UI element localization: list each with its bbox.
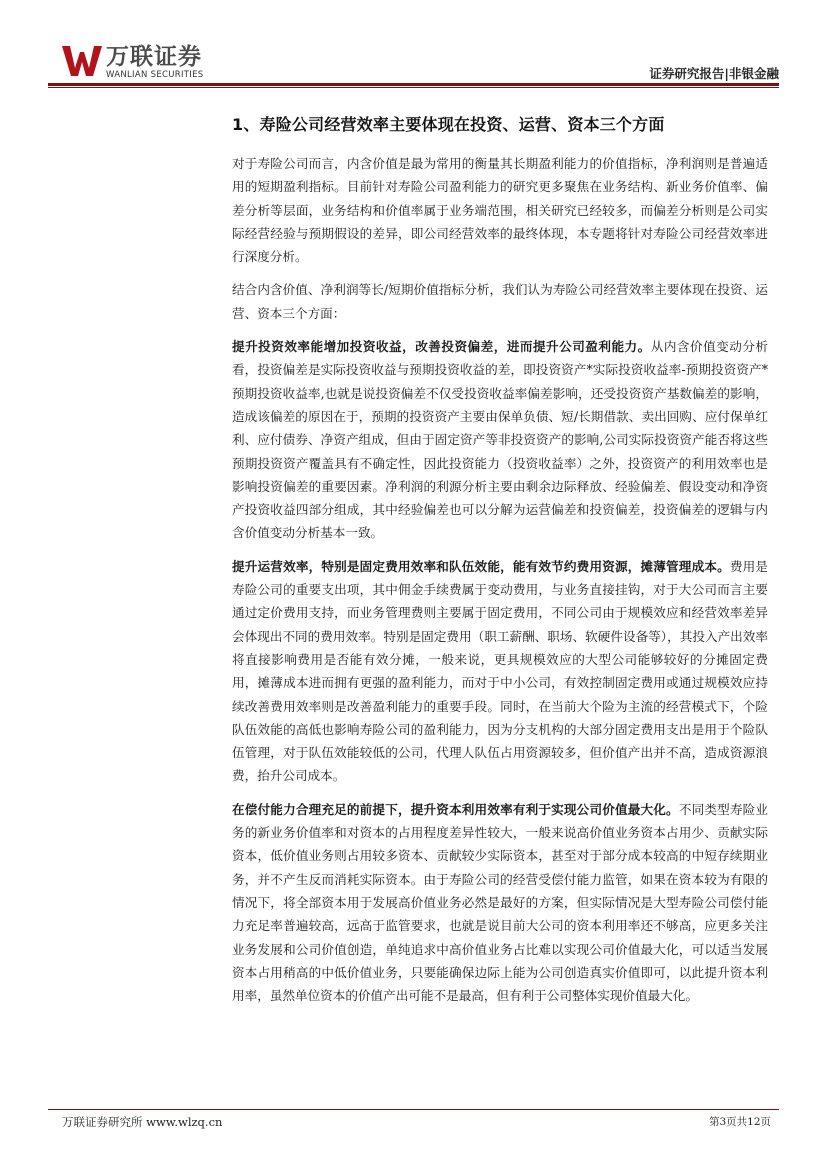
paragraph-text: 从内含价值变动分析看，投资偏差是实际投资收益与预期投资收益的差，即投资资产*实际投资收益率-预期投资资产*预期投资收益率,也就是说投资偏差不仅受投资收益率偏差影响，还受投资资产基数偏差的影响，造成该偏差的原因在于，预期的投资资产主要由保单负债、短/长期借款、卖出回购、应付保单红利、应付债券、净资产组成，但由于固定资产等非投资资产的影响,公司实际投资资产能否将这些预期投资资产覆盖具有不确定性，因此投资能力（投资收益率）之外，投资资产的利用效率也是影响投资偏差的重要因素。净利润的利源分析主要由剩余边际释放、经验偏差、假设变动和净资产投资收益四部分组成，其中经验偏差也可以分解为运营偏差和投资偏差，投资偏差的逻辑与内含价值变动分析基本一致。 xyxy=(232,339,769,541)
paragraph-text: 结合内含价值、净利润等长/短期价值指标分析，我们认为寿险公司经营效率主要体现在投资、运营、资本三个方面： xyxy=(232,282,768,321)
paragraph xyxy=(232,798,768,1008)
paragraph-lead: 提升运营效率，特别是固定费用效率和队伍效能，能有效节约费用资源，摊薄管理成本。 xyxy=(232,558,730,574)
page-number: 第3页共12页 xyxy=(708,1116,771,1128)
paragraph xyxy=(232,152,768,268)
logo-chinese-name: 万联证券 xyxy=(106,44,202,70)
header-rule-thin xyxy=(48,87,779,88)
paragraph-text: 不同类型寿险业务的新业务价值率和对资本的占用程度差异性较大，一般来说高价值业务资本占用少、贡献实际资本，低价值业务则占用较多资本、贡献较少实际资本，甚至对于部分成本较高的中短存续期业务，并不产生反而消耗实际资本。由于寿险公司的经营受偿付能力监管，如果在资本较为有限的情况下，将全部资本用于发展高价值业务必然是最好的方案，但实际情况是大型寿险公司偿付能力充足率普遍较高，远高于监管要求，也就是说目前大公司的资本利用率还不够高，应更多关注业务发展和公司价值创造，单纯追求中高价值业务占比难以实现公司价值最大化，可以适当发展资本占用稍高的中低价值业务，只要能确保边际上能为公司创造真实价值即可，以此提升资本利用率，虽然单位资本的价值产出可能不是最高，但有利于公司整体实现价值最大化。 xyxy=(232,801,769,1004)
paragraph xyxy=(232,555,768,788)
section-title: 1、寿险公司经营效率主要体现在投资、运营、资本三个方面 xyxy=(232,115,665,134)
footer-source: 万联证券研究所 www.wlzq.cn xyxy=(62,1115,223,1129)
footer-rule xyxy=(48,1109,779,1110)
paragraph-text: 对于寿险公司而言，内含价值是最为常用的衡量其长期盈利能力的价值指标，净利润则是普遍适用的短期盈利指标。目前针对寿险公司盈利能力的研究更多聚焦在业务结构、新业务价值率、偏差分析等层面，业务结构和价值率属于业务端范围，相关研究已经较多，而偏差分析则是公司实际经营经验与预期假设的差异，即公司经营效率的最终体现，本专题将针对寿险公司经营效率进行深度分析。 xyxy=(232,156,768,265)
body-text xyxy=(232,152,768,1017)
paragraph xyxy=(232,335,768,545)
paragraph-lead: 提升投资效率能增加投资收益，改善投资偏差，进而提升公司盈利能力。 xyxy=(232,339,651,355)
paragraph-lead: 在偿付能力合理充足的前提下，提升资本利用效率有利于实现公司价值最大化。 xyxy=(232,801,679,817)
report-type-label: 证券研究报告|非银金融 xyxy=(649,66,779,81)
paragraph xyxy=(232,278,768,325)
paragraph-text: 费用是寿险公司的重要支出项，其中佣金手续费属于变动费用，与业务直接挂钩，对于大公司而言主要通过定价费用支持，而业务管理费则主要属于固定费用，不同公司由于规模效应和经营效率差异会体现出不同的费用效率。特别是固定费用（职工薪酬、职场、软硬件设备等），其投入产出效率将直接影响费用是否能有效分摊，一般来说，更具规模效应的大型公司能够较好的分摊固定费用，摊薄成本进而拥有更强的盈利能力，而对于中小公司，有效控制固定费用或通过规模效应持续改善费用效率则是改善盈利能力的重要手段。同时，在当前大个险为主流的经营模式下，个险队伍效能的高低也影响寿险公司的盈利能力，因为分支机构的大部分固定费用支出是用于个险队伍管理，对于队伍效能较低的公司，代理人队伍占用资源较多，但价值产出并不高，造成资源浪费，抬升公司成本。 xyxy=(232,558,769,784)
wanlian-logo-icon xyxy=(62,44,102,78)
header-rule xyxy=(48,83,779,86)
logo-english-name: WANLIAN SECURITIES xyxy=(106,70,204,80)
company-logo xyxy=(62,44,232,80)
